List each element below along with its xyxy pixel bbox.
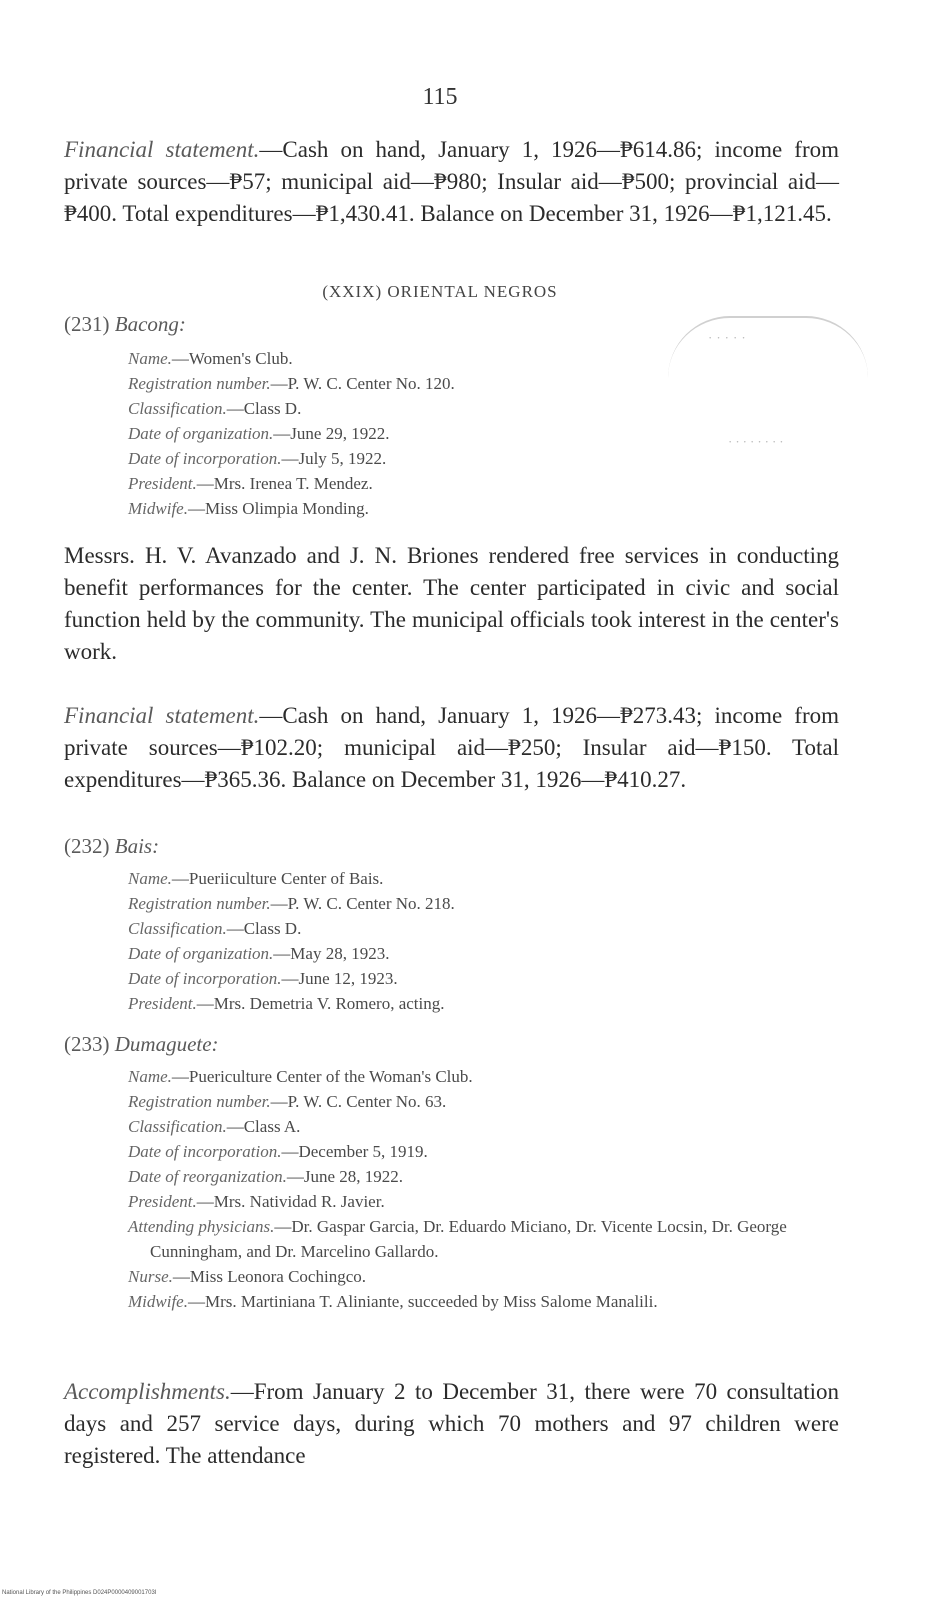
detail-row: President.—Mrs. Demetria V. Romero, acting.	[128, 994, 445, 1013]
detail-row: Classification.—Class A.	[128, 1117, 301, 1136]
page-number: 115	[422, 84, 458, 110]
section-heading: (XXIX) ORIENTAL NEGROS	[322, 282, 558, 301]
intro-lead: Financial statement.	[64, 137, 260, 162]
center-number: (231)	[64, 312, 110, 336]
detail-row: Date of reorganization.—June 28, 1922.	[128, 1167, 403, 1186]
stamp-mark-bottom: ········	[728, 434, 787, 449]
detail-row: Date of incorporation.—July 5, 1922.	[128, 449, 387, 468]
center-details-bais	[128, 866, 843, 1016]
detail-row: Date of incorporation.—June 12, 1923.	[128, 969, 398, 988]
detail-row: Attending physicians.—Dr. Gaspar Garcia, Dr. Eduardo Miciano, Dr. Vicente Locsin, Dr. George Cunningham, and Dr. Marcelino Gallardo.	[128, 1217, 787, 1261]
bacong-financial-statement: Financial statement.—Cash on hand, January 1, 1926—₱273.43; income from private sources—₱102.20; municipal aid—₱250; Insular aid—₱150. Total expenditures—₱365.36. Balance on December 31, 1926—₱410.27.	[64, 703, 839, 792]
detail-row: Date of organization.—June 29, 1922.	[128, 424, 390, 443]
detail-row: Nurse.—Miss Leonora Cochingco.	[128, 1267, 366, 1286]
detail-row: Name.—Pueriiculture Center of Bais.	[128, 869, 384, 888]
center-heading-bacong	[64, 312, 186, 337]
detail-row: President.—Mrs. Natividad R. Javier.	[128, 1192, 385, 1211]
dumaguete-accomplishments: Accomplishments.—From January 2 to December 31, there were 70 consultation days and 257 service days, during which 70 mothers and 97 children were registered. The attendance	[64, 1379, 839, 1468]
detail-row: Registration number.—P. W. C. Center No. 218.	[128, 894, 455, 913]
center-details-bacong	[128, 346, 843, 521]
detail-row: President.—Mrs. Irenea T. Mendez.	[128, 474, 373, 493]
center-heading-bais	[64, 834, 159, 859]
detail-row: Classification.—Class D.	[128, 399, 302, 418]
intro-text: —Cash on hand, January 1, 1926—₱614.86; income from private sources—₱57; municipal aid—₱980; Insular aid—₱500; provincial aid—₱400. Total expenditures—₱1,430.41. Balance on December 31, 1926—₱1,121.45.	[64, 137, 839, 226]
page-footer-credit: National Library of the Philippines D024P0000409001703I	[2, 1590, 157, 1596]
center-place: Bais:	[114, 834, 160, 858]
center-place: Dumaguete:	[114, 1032, 219, 1056]
detail-row: Date of organization.—May 28, 1923.	[128, 944, 390, 963]
intro-financial-statement	[64, 134, 839, 230]
detail-row: Classification.—Class D.	[128, 919, 302, 938]
center-details-dumaguete	[128, 1064, 843, 1314]
detail-row: Date of incorporation.—December 5, 1919.	[128, 1142, 428, 1161]
detail-row: Registration number.—P. W. C. Center No. 63.	[128, 1092, 447, 1111]
bacong-paragraph-services: Messrs. H. V. Avanzado and J. N. Briones rendered free services in conducting benefit performances for the center. The center participated in civic and social function held by the community. The municipal officials took interest in the center's work.	[64, 543, 839, 664]
detail-row: Name.—Women's Club.	[128, 349, 293, 368]
center-heading-dumaguete	[64, 1032, 219, 1057]
center-number: (233)	[64, 1032, 110, 1056]
detail-row: Name.—Puericulture Center of the Woman's Club.	[128, 1067, 473, 1086]
detail-row: Midwife.—Miss Olimpia Monding.	[128, 499, 369, 518]
detail-row: Midwife.—Mrs. Martiniana T. Aliniante, succeeded by Miss Salome Manalili.	[128, 1292, 658, 1311]
center-place: Bacong:	[114, 312, 186, 336]
detail-row: Registration number.—P. W. C. Center No. 120.	[128, 374, 455, 393]
center-number: (232)	[64, 834, 110, 858]
stamp-mark-top: ·····	[708, 330, 750, 345]
